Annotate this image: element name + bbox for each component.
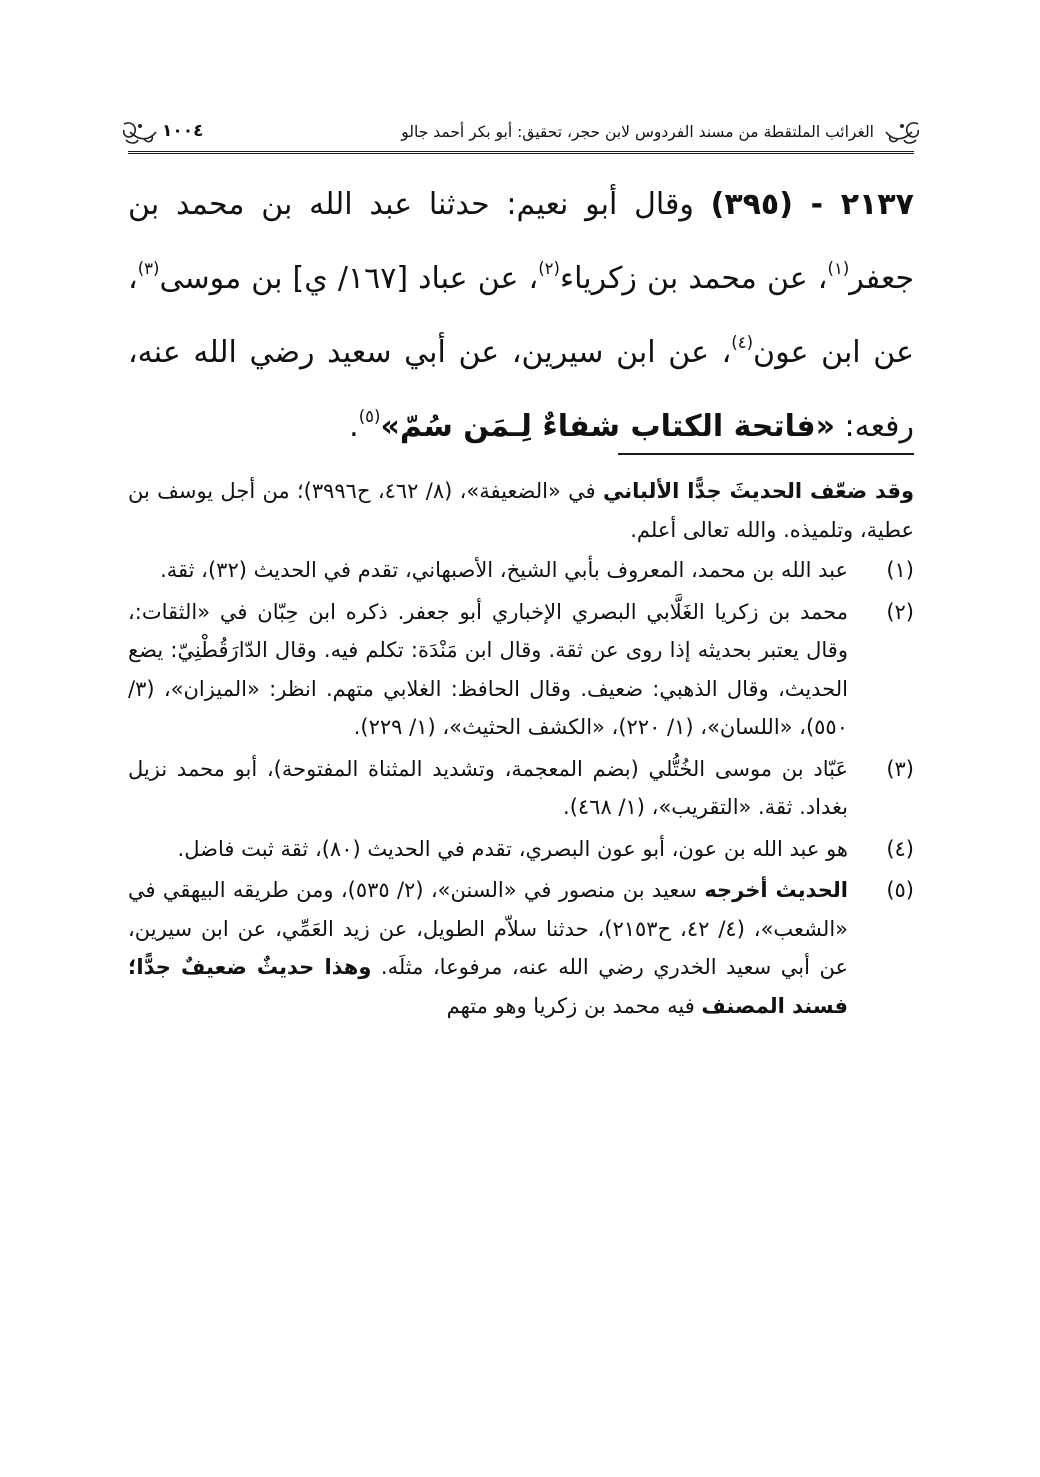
footnote-item: [128, 750, 914, 827]
header-rule: [128, 151, 914, 154]
footnote-separator: [618, 453, 914, 455]
footnote-ref: (٥): [358, 406, 381, 426]
hadith-matn: «فاتحة الكتاب شفاءٌ لِـمَن سُمّ»: [380, 409, 835, 444]
hadith-text-segment: ، عن ابن سيرين، عن أبي سعيد رضي الله عنه، رفعه:: [128, 335, 914, 444]
footnote-bold: الحديث أخرجه: [704, 878, 848, 902]
footnote-continuation: [128, 472, 914, 549]
hadith-number: ٢١٣٧ - (٣٩٥): [710, 187, 914, 222]
footnote-ref: (٤): [731, 332, 754, 352]
hadith-text-end: .: [349, 409, 359, 444]
footnote-text: هو عبد الله بن عون، أبو عون البصري، تقدم في الحديث (٨٠)، ثقة ثبت فاضل.: [177, 836, 848, 861]
footnote-text: سعيد بن منصور في «السنن»، (٢/ ٥٣٥)، ومن طريقه البيهقي في «الشعب»، (٤/ ٤٢، ح٢١٥٣)، حدثنا سلاّم الطويل، عن زيد العَمِّي، عن ابن سيرين، عن أبي سعيد الخدري رضي الله عنه، مرفوعا، مثلَه.: [128, 878, 848, 979]
hadith-text-segment: ، عن عباد [١٦٧/ ي] بن موسى: [159, 261, 539, 296]
footnote-ref: (٣): [137, 258, 160, 278]
footnotes: [128, 472, 914, 1028]
footnote-bold: وقد ضعّف الحديثَ جدًّا الألباني: [602, 479, 914, 503]
footnote-text: محمد بن زكريا الغَلَّابي البصري الإخباري أبو جعفر. ذكره ابن حِبّان في «الثقات:، وقال يعتبر بحديثه إذا روى عن ثقة. وقال ابن مَنْدَة: تكلم فيه. وقال الدّارَقُطْنِيّ: يضع الحديث، وقال الذهبي: ضعيف. وقال الحافظ: الغلابي متهم. انظر: «الميزان»، (٣/ ٥٥٠)، «اللسان»، (١/ ٢٢٠)، «الكشف الحثيث»، (١/ ٢٢٩).: [128, 599, 848, 739]
footnote-item: [128, 830, 914, 869]
footnote-number: (٢): [886, 599, 914, 624]
footnote-number: (٣): [886, 756, 914, 781]
header-title: الغرائب الملتقطة من مسند الفردوس لابن حجر، تحقيق: أبو بكر أحمد جالو: [401, 123, 874, 141]
running-header: [128, 118, 914, 152]
hadith-text-segment: ، عن ابن عون: [128, 261, 915, 370]
footnote-bold: وهذا حديثٌ ضعيفٌ جدًّا؛ فسند المصنف: [128, 955, 848, 1018]
footnote-number: (٤): [886, 836, 914, 861]
footnote-ref: (٢): [538, 258, 560, 278]
hadith-text-segment: وقال أبو نعيم: حدثنا عبد الله بن محمد بن جعفر: [128, 187, 914, 296]
page-number: ١٠٠٤: [162, 121, 204, 141]
header-ornament-icon: [882, 118, 922, 146]
footnote-item: [128, 593, 914, 747]
footnote-item: [128, 871, 914, 1025]
footnote-text: عبد الله بن محمد، المعروف بأبي الشيخ، الأصبهاني، تقدم في الحديث (٣٢)، ثقة.: [160, 558, 848, 582]
footnote-ref: (١): [827, 258, 850, 278]
hadith-text-segment: ، عن محمد بن زكرياء: [559, 261, 828, 296]
footnote-number: (٥): [886, 878, 914, 902]
footnote-number: (١): [886, 558, 914, 582]
footnote-text: عَبّاد بن موسى الخُتُّلي (بضم المعجمة، وتشديد المثناة المفتوحة)، أبو محمد نزيل بغداد. ثقة. «التقريب»، (١/ ٤٦٨).: [128, 756, 848, 819]
hadith-text: [128, 168, 914, 464]
footnote-text: في «الضعيفة»، (٨/ ٤٦٢، ح٣٩٩٦)؛ من أجل يوسف بن عطية، وتلميذه. والله تعالى أعلم.: [128, 479, 914, 542]
footnote-text: فيه محمد بن زكريا وهو متهم: [446, 993, 702, 1018]
footnote-item: [128, 551, 914, 590]
header-ornament-icon: [120, 118, 160, 146]
